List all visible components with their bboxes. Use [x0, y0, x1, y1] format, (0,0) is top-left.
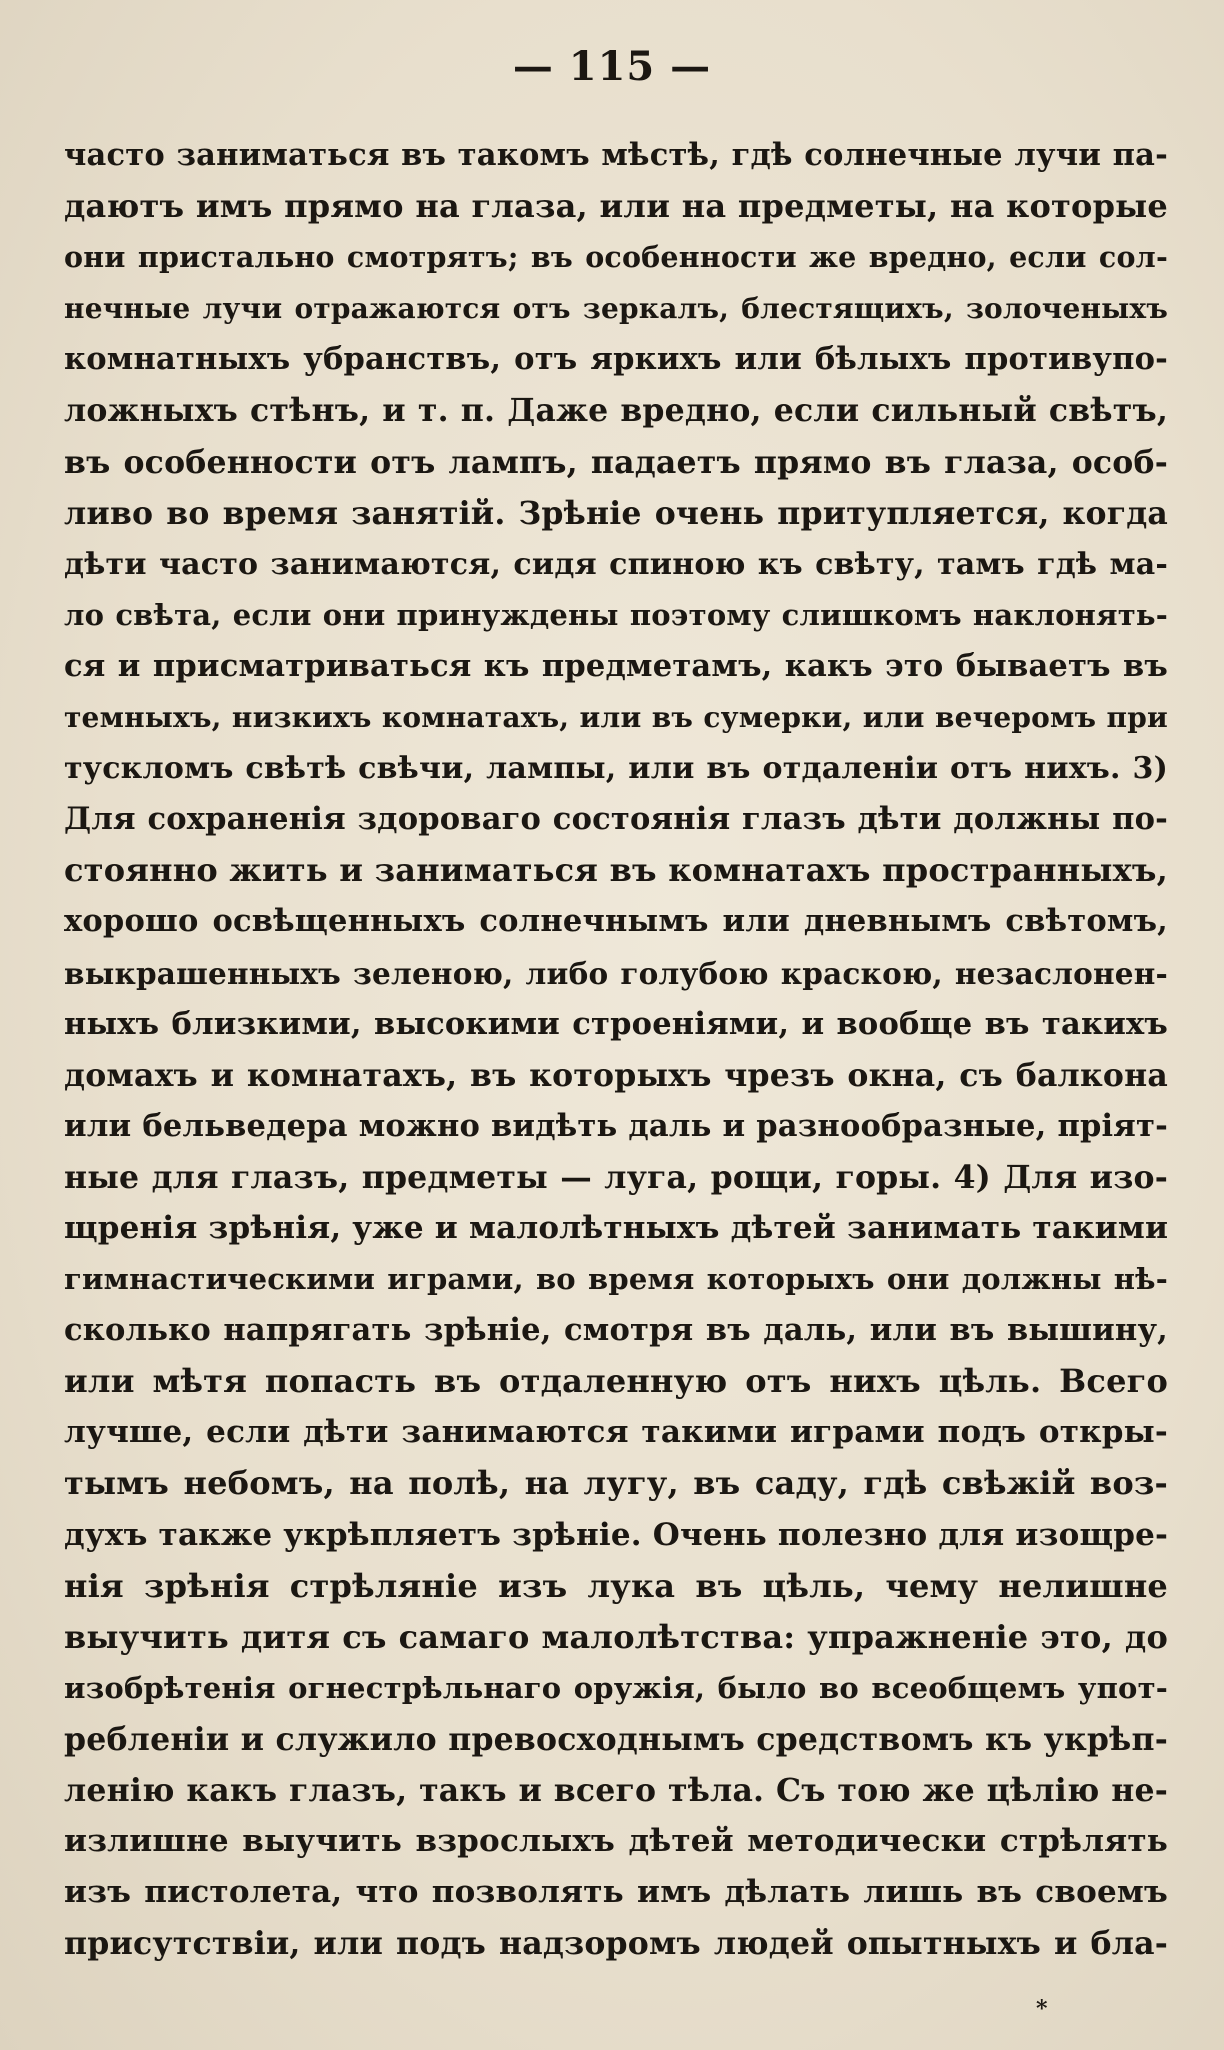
- page-number: — 115 —: [512, 43, 712, 90]
- text-line: ленію какъ глазъ, такъ и всего тѣла. Съ тою же цѣлію не-: [64, 1772, 1168, 1809]
- text-line: изъ пистолета, что позволять имъ дѣлать лишь въ своемъ: [64, 1874, 1168, 1911]
- text-line: стоянно жить и заниматься въ комнатахъ пространныхъ,: [64, 851, 1168, 890]
- text-line: нечные лучи отражаются отъ зеркалъ, блестящихъ, золоченыхъ: [64, 292, 1168, 326]
- text-line: выкрашенныхъ зеленою, либо голубою краскою, незаслонен-: [64, 955, 1168, 991]
- text-line: или бельведера можно видѣть даль и разнообразные, пріят-: [64, 1107, 1168, 1144]
- text-line: они пристально смотрятъ; въ особенности же вредно, если сол-: [64, 240, 1168, 275]
- text-line: часто заниматься въ такомъ мѣстѣ, гдѣ солнечные лучи па-: [64, 137, 1168, 173]
- body-text: [64, 130, 1168, 1969]
- text-line: въ особенности отъ лампъ, падаетъ прямо въ глаза, особ-: [64, 443, 1168, 481]
- text-line: Для сохраненія здороваго состоянія глазъ дѣти должны по-: [64, 801, 1168, 838]
- text-line: ся и присматриваться къ предметамъ, какъ это бываетъ въ: [64, 647, 1168, 684]
- text-line: сколько напрягать зрѣніе, смотря въ даль, или въ вышину,: [64, 1312, 1168, 1349]
- text-line: темныхъ, низкихъ комнатахъ, или въ сумерки, или вечеромъ при: [64, 701, 1168, 735]
- text-line: щренія зрѣнія, уже и малолѣтныхъ дѣтей занимать такими: [64, 1209, 1168, 1246]
- text-line: ло свѣта, если они принуждены поэтому слишкомъ наклонять-: [64, 597, 1168, 632]
- text-line: ребленіи и служило превосходнымъ средствомъ къ укрѣп-: [64, 1720, 1168, 1758]
- text-line: духъ также укрѣпляетъ зрѣніе. Очень полезно для изощре-: [64, 1516, 1168, 1553]
- text-line: лучше, если дѣти занимаются такими играми подъ откры-: [64, 1414, 1168, 1451]
- text-line: гимнастическими играми, во время которыхъ они должны нѣ-: [64, 1262, 1168, 1297]
- text-line: даютъ имъ прямо на глаза, или на предметы, на которые: [64, 187, 1168, 226]
- text-line: дѣти часто занимаются, сидя спиною къ свѣту, тамъ гдѣ ма-: [64, 546, 1168, 582]
- text-line: изобрѣтенія огнестрѣльнаго оружія, было во всеобщемъ упот-: [64, 1670, 1168, 1705]
- text-line: комнатныхъ убранствъ, отъ яркихъ или бѣлыхъ противупо-: [64, 341, 1168, 378]
- text-line: тымъ небомъ, на полѣ, на лугу, въ саду, гдѣ свѣжій воз-: [64, 1464, 1168, 1503]
- signature-mark: *: [1036, 1996, 1048, 2022]
- text-line: тускломъ свѣтѣ свѣчи, лампы, или въ отдаленіи отъ нихъ. 3): [64, 751, 1168, 787]
- text-line: ложныхъ стѣнъ, и т. п. Даже вредно, если сильный свѣтъ,: [64, 392, 1168, 430]
- text-line: присутствіи, или подъ надзоромъ людей опытныхъ и бла-: [64, 1925, 1168, 1963]
- text-line: хорошо освѣщенныхъ солнечнымъ или дневнымъ свѣтомъ,: [64, 903, 1168, 940]
- text-line: излишне выучить взрослыхъ дѣтей методически стрѣлять: [64, 1823, 1168, 1860]
- text-line: ныхъ близкими, высокими строеніями, и вообще въ такихъ: [64, 1005, 1168, 1042]
- text-line: выучить дитя съ самаго малолѣтства: упражненіе это, до: [64, 1617, 1168, 1656]
- text-line: домахъ и комнатахъ, въ которыхъ чрезъ окна, съ балкона: [64, 1056, 1168, 1094]
- text-line: ные для глазъ, предметы — луга, рощи, горы. 4) Для изо-: [64, 1158, 1168, 1196]
- text-line: нія зрѣнія стрѣляніе изъ лука въ цѣль, чему нелишне: [64, 1566, 1168, 1605]
- text-line: или мѣтя попасть въ отдаленную отъ нихъ цѣль. Всего: [64, 1362, 1168, 1401]
- text-line: ливо во время занятій. Зрѣніе очень притупляется, когда: [64, 494, 1168, 532]
